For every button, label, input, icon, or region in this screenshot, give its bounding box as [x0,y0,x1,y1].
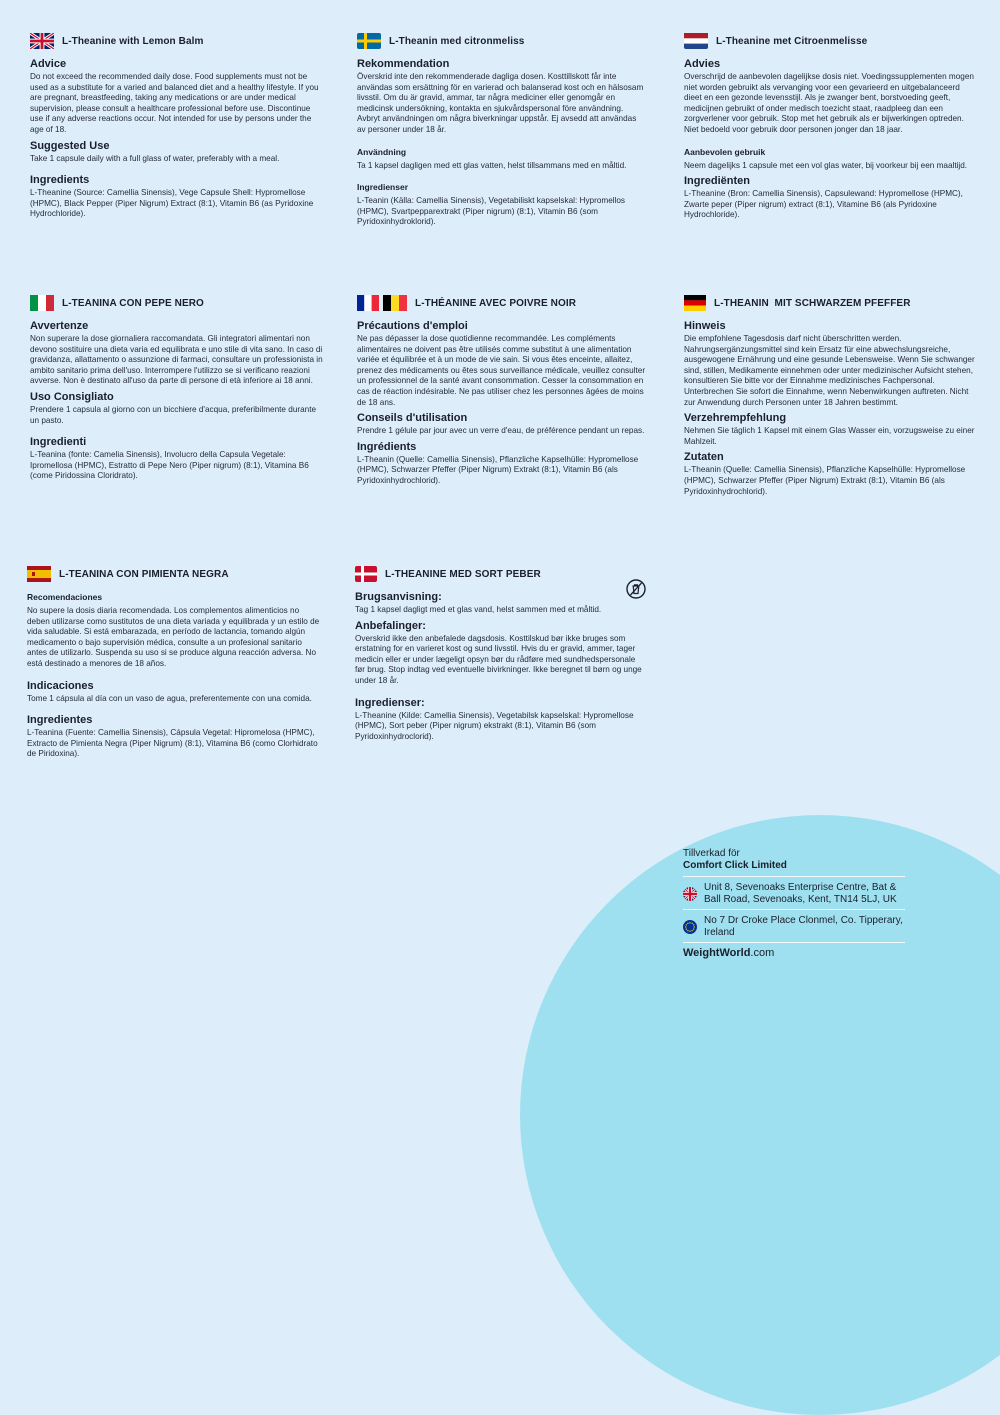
section-title: L-Theanine with Lemon Balm [62,35,204,47]
usage-heading: Brugsanvisning: [355,591,442,603]
ingredients-text: L-Teanin (Källa: Camellia Sinensis), Vegetabiliskt kapselskal: Hypromellos (HPMC), Svartpepparextrakt (Piper nigrum) (8:1), Vitamin B6 (som Pyridoxinhydroklorid). [357,196,626,227]
usage-heading: Aanbevolen gebruik [684,146,766,157]
ingredients-text: L-Theanine (Bron: Camellia Sinensis), Capsulewand: Hypromellose (HPMC), Zwarte peper (Piper nigrum) extract (8:1), Vitamine B6 (als Pyridoxine Hydrochloride). [684,189,963,220]
ingredients-text: L-Teanina (fonte: Camelia Sinensis), Involucro della Capsula Vegetale: Ipromellosa (HPMC), Estratto di Pepe Nero (Piper nigrum) (8:1), Vitamina B6 (come Piridossina Cloridrato). [30,450,309,481]
usage-text: Prendre 1 gélule par jour avec un verre d'eau, de préférence pendant un repas. [357,426,645,436]
usage-heading: Conseils d'utilisation [357,412,468,425]
ingredients-heading: Ingredienser [357,182,409,193]
brand-domain: .com [750,947,775,959]
section-title: L-THEANINE MED SORT PEBER [385,568,541,580]
advice-heading: Advies [684,58,721,70]
ingredients-heading: Ingredients [30,174,90,187]
eu-flag-icon [683,920,697,934]
advice-text: Överskrid inte den rekommenderade dagliga dosen. Kosttillskott får inte användas som ersättning för en varierad och balanserad kost och en hälsosam livsstil. Om du är gravid, ammar, tar några mediciner eller genomgår en medicinsk undersökning, kontakta en sjukvårdspersonal före användning. Avbryt användningen om några biverkningar uppstår. Ej avsedd att användas av personer under 18 år. [357,72,644,134]
advice-text: No supere la dosis diaria recomendada. Los complementos alimenticios no deben utilizarse como sustitutos de una dieta variada y equilibrada y un estilo de vida saludable. Si está embarazada, en período de lactancia, tomando algún medicamento o bajo supervisión médica, consulte a un profesional sanitario antes de utilizarlo. Suspenda su uso si se produce alguna reacción adversa. No está destinado a menores de 18 años. [27,606,320,668]
section-dutch [684,32,976,225]
french-belgian-flag-icon [357,295,407,311]
advice-text: Non superare la dose giornaliera raccomandata. Gli integratori alimentari non devono sostituire una dieta varia ed equilibrata e uno stile di vita sano. In caso di gravidanza, allattamento o assunzione di farmaci, consultare un professionista in ambito sanitario prima dell'uso. Interrompere l'utilizzo se si verificano reazioni avverse. Non è destinato all'uso da parte di persone di età inferiore ai 18 anni. [30,334,323,386]
advice-heading: Advice [30,58,67,70]
usage-text: Prendere 1 capsula al giorno con un bicchiere d'acqua, preferibilmente durante un pasto. [30,404,317,425]
uk-flag-icon [30,33,54,49]
advice-heading: Anbefalinger: [355,619,426,632]
swedish-flag-icon [357,33,381,49]
section-spanish [27,565,322,764]
german-flag-icon [684,295,706,311]
ingredients-heading: Ingredientes [27,714,93,727]
manufacturer-info [683,848,905,959]
usage-text: Nehmen Sie täglich 1 Kapsel mit einem Glas Wasser ein, vorzugsweise zu einer Mahlzeit. [684,426,975,446]
eu-address: No 7 Dr Croke Place Clonmel, Co. Tipperary, Ireland [704,915,903,938]
section-title: L-Theanin med citronmeliss [389,35,525,47]
usage-text: Tag 1 kapsel dagligt med et glas vand, helst sammen med et måltid. [355,605,602,614]
section-swedish [357,32,647,232]
usage-text: Take 1 capsule daily with a full glass of water, preferably with a meal. [30,153,280,163]
usage-heading: Användning [357,146,407,157]
section-french [357,294,652,491]
manufacturer-company: Comfort Click Limited [683,860,787,871]
advice-text: Overschrijd de aanbevolen dagelijkse dosis niet. Voedingssupplementen mogen niet worden gebruikt als vervanging voor een gevarieerd en uitgebalanceerd dieet en een gezonde levensstijl. Als je zwanger bent, borstvoeding geeft, medicijnen gebruikt of onder medisch toezicht staat, raadpleeg dan een zorgverlener voor gebruik. Stop met het gebruik als er bijwerkingen optreden. Niet bedoeld voor gebruik door personen jonger dan 18 jaar. [684,72,974,134]
uk-address: Unit 8, Sevenoaks Enterprise Centre, Bat & Ball Road, Sevenoaks, Kent, TN14 5LJ, UK [704,882,897,905]
ingredients-heading: Ingrédients [357,440,417,453]
advice-text: Die empfohlene Tagesdosis darf nicht überschritten werden. Nahrungsergänzungsmittel sind kein Ersatz für eine abwechslungsreiche, ausgewogene Ernährung und eine gesunde Lebensweise. Wenn Sie schwanger sind, stillen, Medikamente einnehmen oder unter medizinischer Aufsicht stehen, konsultieren Sie bitte vor der Einnahme medizinisches Fachpersonal. Unterbrechen Sie sofort die Einnahme, wenn Nebenwirkungen auftreten. Nicht zur Anwendung durch Personen unter 18 Jahren bestimmt. [684,334,975,407]
usage-heading: Uso Consigliato [30,390,114,403]
ingredients-heading: Ingrediënten [684,175,751,188]
advice-heading: Précautions d'emploi [357,320,468,332]
section-title: L-THÉANINE AVEC POIVRE NOIR [415,297,577,309]
dutch-flag-icon [684,33,708,49]
uk-address-row [683,876,905,909]
section-italian [30,294,325,486]
section-german [684,294,979,501]
danish-flag-icon [355,566,377,582]
eu-address-row [683,909,905,942]
section-title: L-TEANINA CON PEPE NERO [62,297,204,309]
ingredients-heading: Zutaten [684,451,724,464]
italian-flag-icon [30,295,54,311]
advice-heading: Rekommendation [357,58,450,70]
ingredients-text: L-Theanine (Kilde: Camellia Sinensis), Vegetabilsk kapselskal: Hypromellose (HPMC), Sort peber (Piper nigrum) ekstrakt (8:1), Vitamin B6 (som Pyridoxinhydroclorid). [355,710,634,741]
ingredients-text: L-Theanin (Quelle: Camellia Sinensis), Pflanzliche Kapselhülle: Hypromellose (HPMC), Schwarzer Pfeffer (Piper Nigrum) Extrakt (8:1), Vitamin B6 (als Pyridoxinhydrochlorid). [684,465,966,496]
recycling-bin-icon [626,579,646,599]
ingredients-text: L-Teanina (Fuente: Camellia Sinensis), Cápsula Vegetal: Hipromelosa (HPMC), Extracto de Pimienta Negra (Piper Nigrum) (8:1), Vitamina B6 (como Clorhidrato de Piridoxina). [27,728,318,759]
usage-text: Tome 1 cápsula al día con un vaso de agua, preferentemente con una comida. [27,693,312,703]
manufacturer-label: Tillverkad för [683,848,740,859]
section-title: L-Theanine met Citroenmelisse [716,35,868,47]
ingredients-text: L-Theanin (Quelle: Camellia Sinensis), Pflanzliche Kapselhülle: Hypromellose (HPMC), Schwarzer Pfeffer (Piper Nigrum) Extrakt (8:1), Vitamin B6 (als Pyridoxinhydrochlorid). [357,454,639,485]
section-title: L-THEANIN MIT SCHWARZEM PFEFFER [714,297,911,309]
spanish-flag-icon [27,566,51,582]
advice-text: Overskrid ikke den anbefalede dagsdosis. Kosttilskud bør ikke bruges som erstatning for en varieret kost og sund livsstil. Hvis du er gravid, ammer, tager medicin eller er under lægeligt opsyn bør du rådføre med sundhedspersonale før brug. Stop indtag ved eventuelle bivirkninger. Ikke beregnet til børn og unge under 18 år. [355,633,642,685]
usage-heading: Suggested Use [30,139,110,152]
brand-name: WeightWorld [683,947,751,959]
advice-heading: Hinweis [684,320,726,332]
usage-text: Neem dagelijks 1 capsule met een vol glas water, bij voorkeur bij een maaltijd. [684,160,968,170]
section-english [30,32,320,224]
advice-heading: Avvertenze [30,320,89,332]
advice-text: Do not exceed the recommended daily dose. Food supplements must not be used as a substitute for a varied and balanced diet and a healthy lifestyle. If you are pregnant, breastfeeding, taking any medications or are under medical supervision, please consult a healthcare professional before use. Discontinue use if any adverse reactions occur. Not intended for use by persons under the age of 18. [30,72,319,134]
ingredients-text: L-Theanine (Source: Camellia Sinensis), Vege Capsule Shell: Hypromellose (HPMC), Black Pepper (Piper Nigrum) Extract (8:1), Vitamin B6 (as Pyridoxine Hydrochloride). [30,188,314,219]
uk-flag-icon [683,887,697,901]
section-danish [355,565,647,746]
brand-website [683,942,905,959]
usage-heading: Indicaciones [27,679,94,692]
usage-text: Ta 1 kapsel dagligen med ett glas vatten, helst tillsammans med en måltid. [357,160,627,170]
usage-heading: Verzehrempfehlung [684,412,787,425]
advice-text: Ne pas dépasser la dose quotidienne recommandée. Les compléments alimentaires ne doivent pas être utilisés comme substitut à une alimentation variée et équilibrée et à un mode de vie sain. Si vous êtes enceinte, allaitez, prenez des médicaments ou êtes sous surveillance médicale, veuillez consulter un professionnel de la santé avant consommation. Cesser la consommation en cas de réaction indésirable. Ne pas utiliser chez les personnes âgées de moins de 18 ans. [357,334,646,407]
section-title: L-TEANINA CON PIMIENTA NEGRA [59,568,229,580]
advice-heading: Recomendaciones [27,592,103,602]
ingredients-heading: Ingredienti [30,436,87,449]
ingredients-heading: Ingredienser: [355,696,425,709]
